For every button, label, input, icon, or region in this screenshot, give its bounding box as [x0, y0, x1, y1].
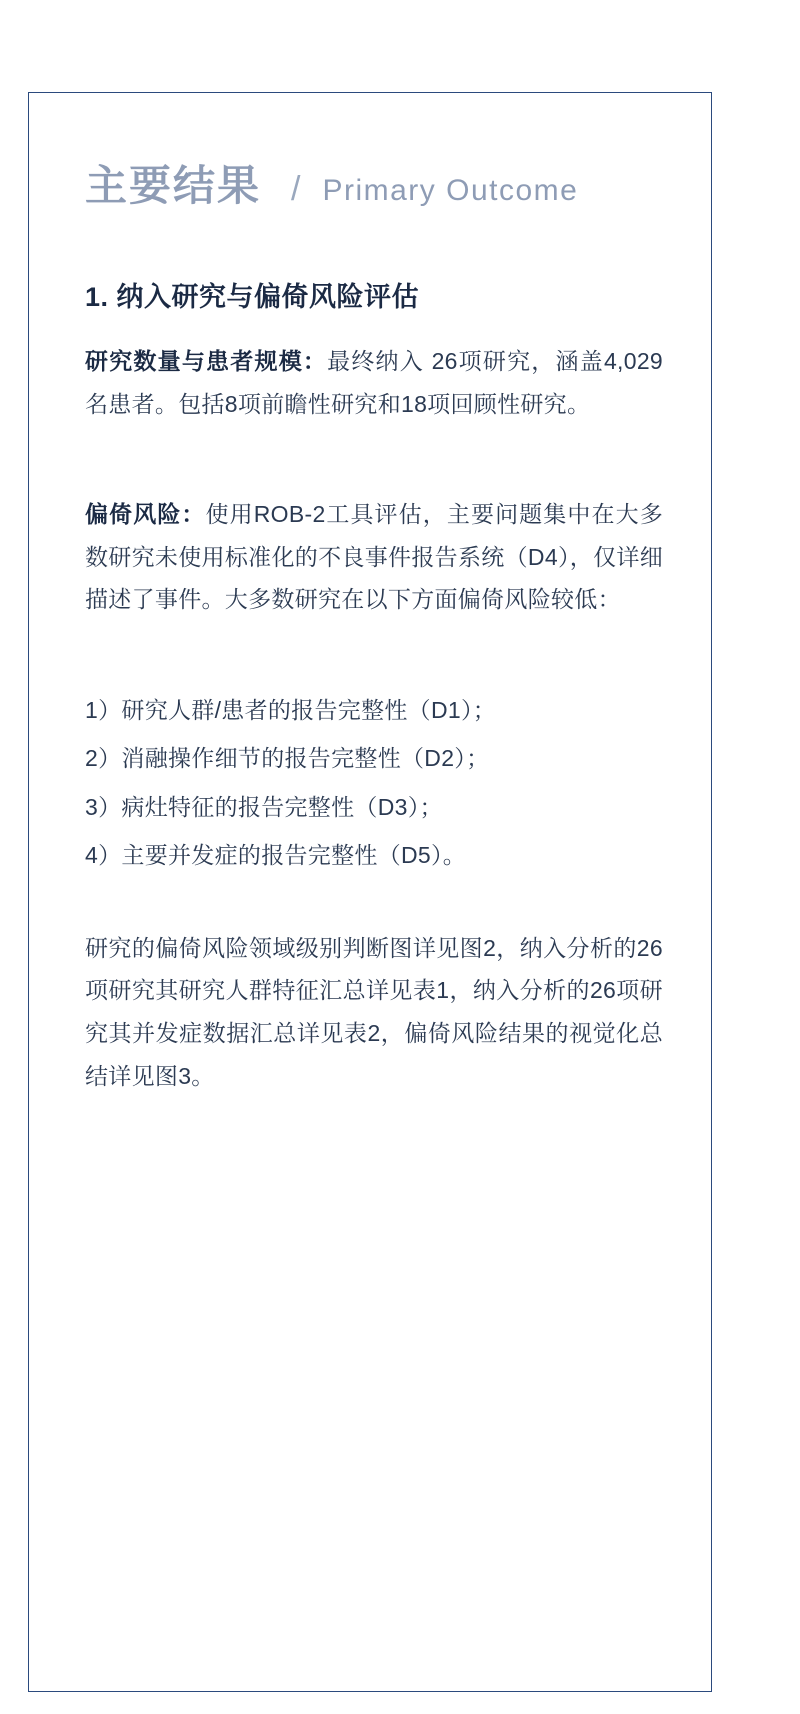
page-title-en: Primary Outcome	[322, 174, 579, 207]
title-separator: /	[291, 170, 301, 208]
page-header	[85, 162, 663, 209]
spacer	[85, 883, 663, 927]
paragraph-body-risk-of-bias: 使用ROB-2工具评估，主要问题集中在大多数研究未使用标准化的不良事件报告系统（D4），仅详细描述了事件。大多数研究在以下方面偏倚风险较低：	[85, 501, 664, 613]
section-heading: 1. 纳入研究与偏倚风险评估	[85, 282, 420, 312]
list-item: 2）消融操作细节的报告完整性（D2）；	[85, 745, 490, 772]
page-title-cn: 主要结果	[85, 162, 262, 209]
spacer	[85, 655, 663, 689]
bias-domain-list	[85, 689, 663, 877]
card-inner	[29, 93, 711, 1097]
list-item: 1）研究人群/患者的报告完整性（D1）；	[85, 696, 497, 723]
paragraph-body-study-count: 最终纳入 26项研究，涵盖4,029名患者。包括8项前瞻性研究和18项回顾性研究。	[85, 348, 663, 417]
spacer	[85, 459, 663, 493]
paragraph-lead-risk-of-bias: 偏倚风险：	[85, 501, 206, 528]
content-card	[28, 92, 712, 1692]
list-item: 4）主要并发症的报告完整性（D5）。	[85, 842, 467, 869]
paragraph-study-count	[85, 340, 663, 425]
paragraph-figure-references: 研究的偏倚风险领域级别判断图详见图2，纳入分析的26项研究其研究人群特征汇总详见表1，纳入分析的26项研究其并发症数据汇总详见表2，偏倚风险结果的视觉化总结详见图3。	[85, 934, 663, 1089]
paragraph-lead-study-count: 研究数量与患者规模：	[85, 348, 328, 374]
paragraph-risk-of-bias	[85, 493, 663, 621]
list-item: 3）病灶特征的报告完整性（D3）；	[85, 793, 443, 820]
